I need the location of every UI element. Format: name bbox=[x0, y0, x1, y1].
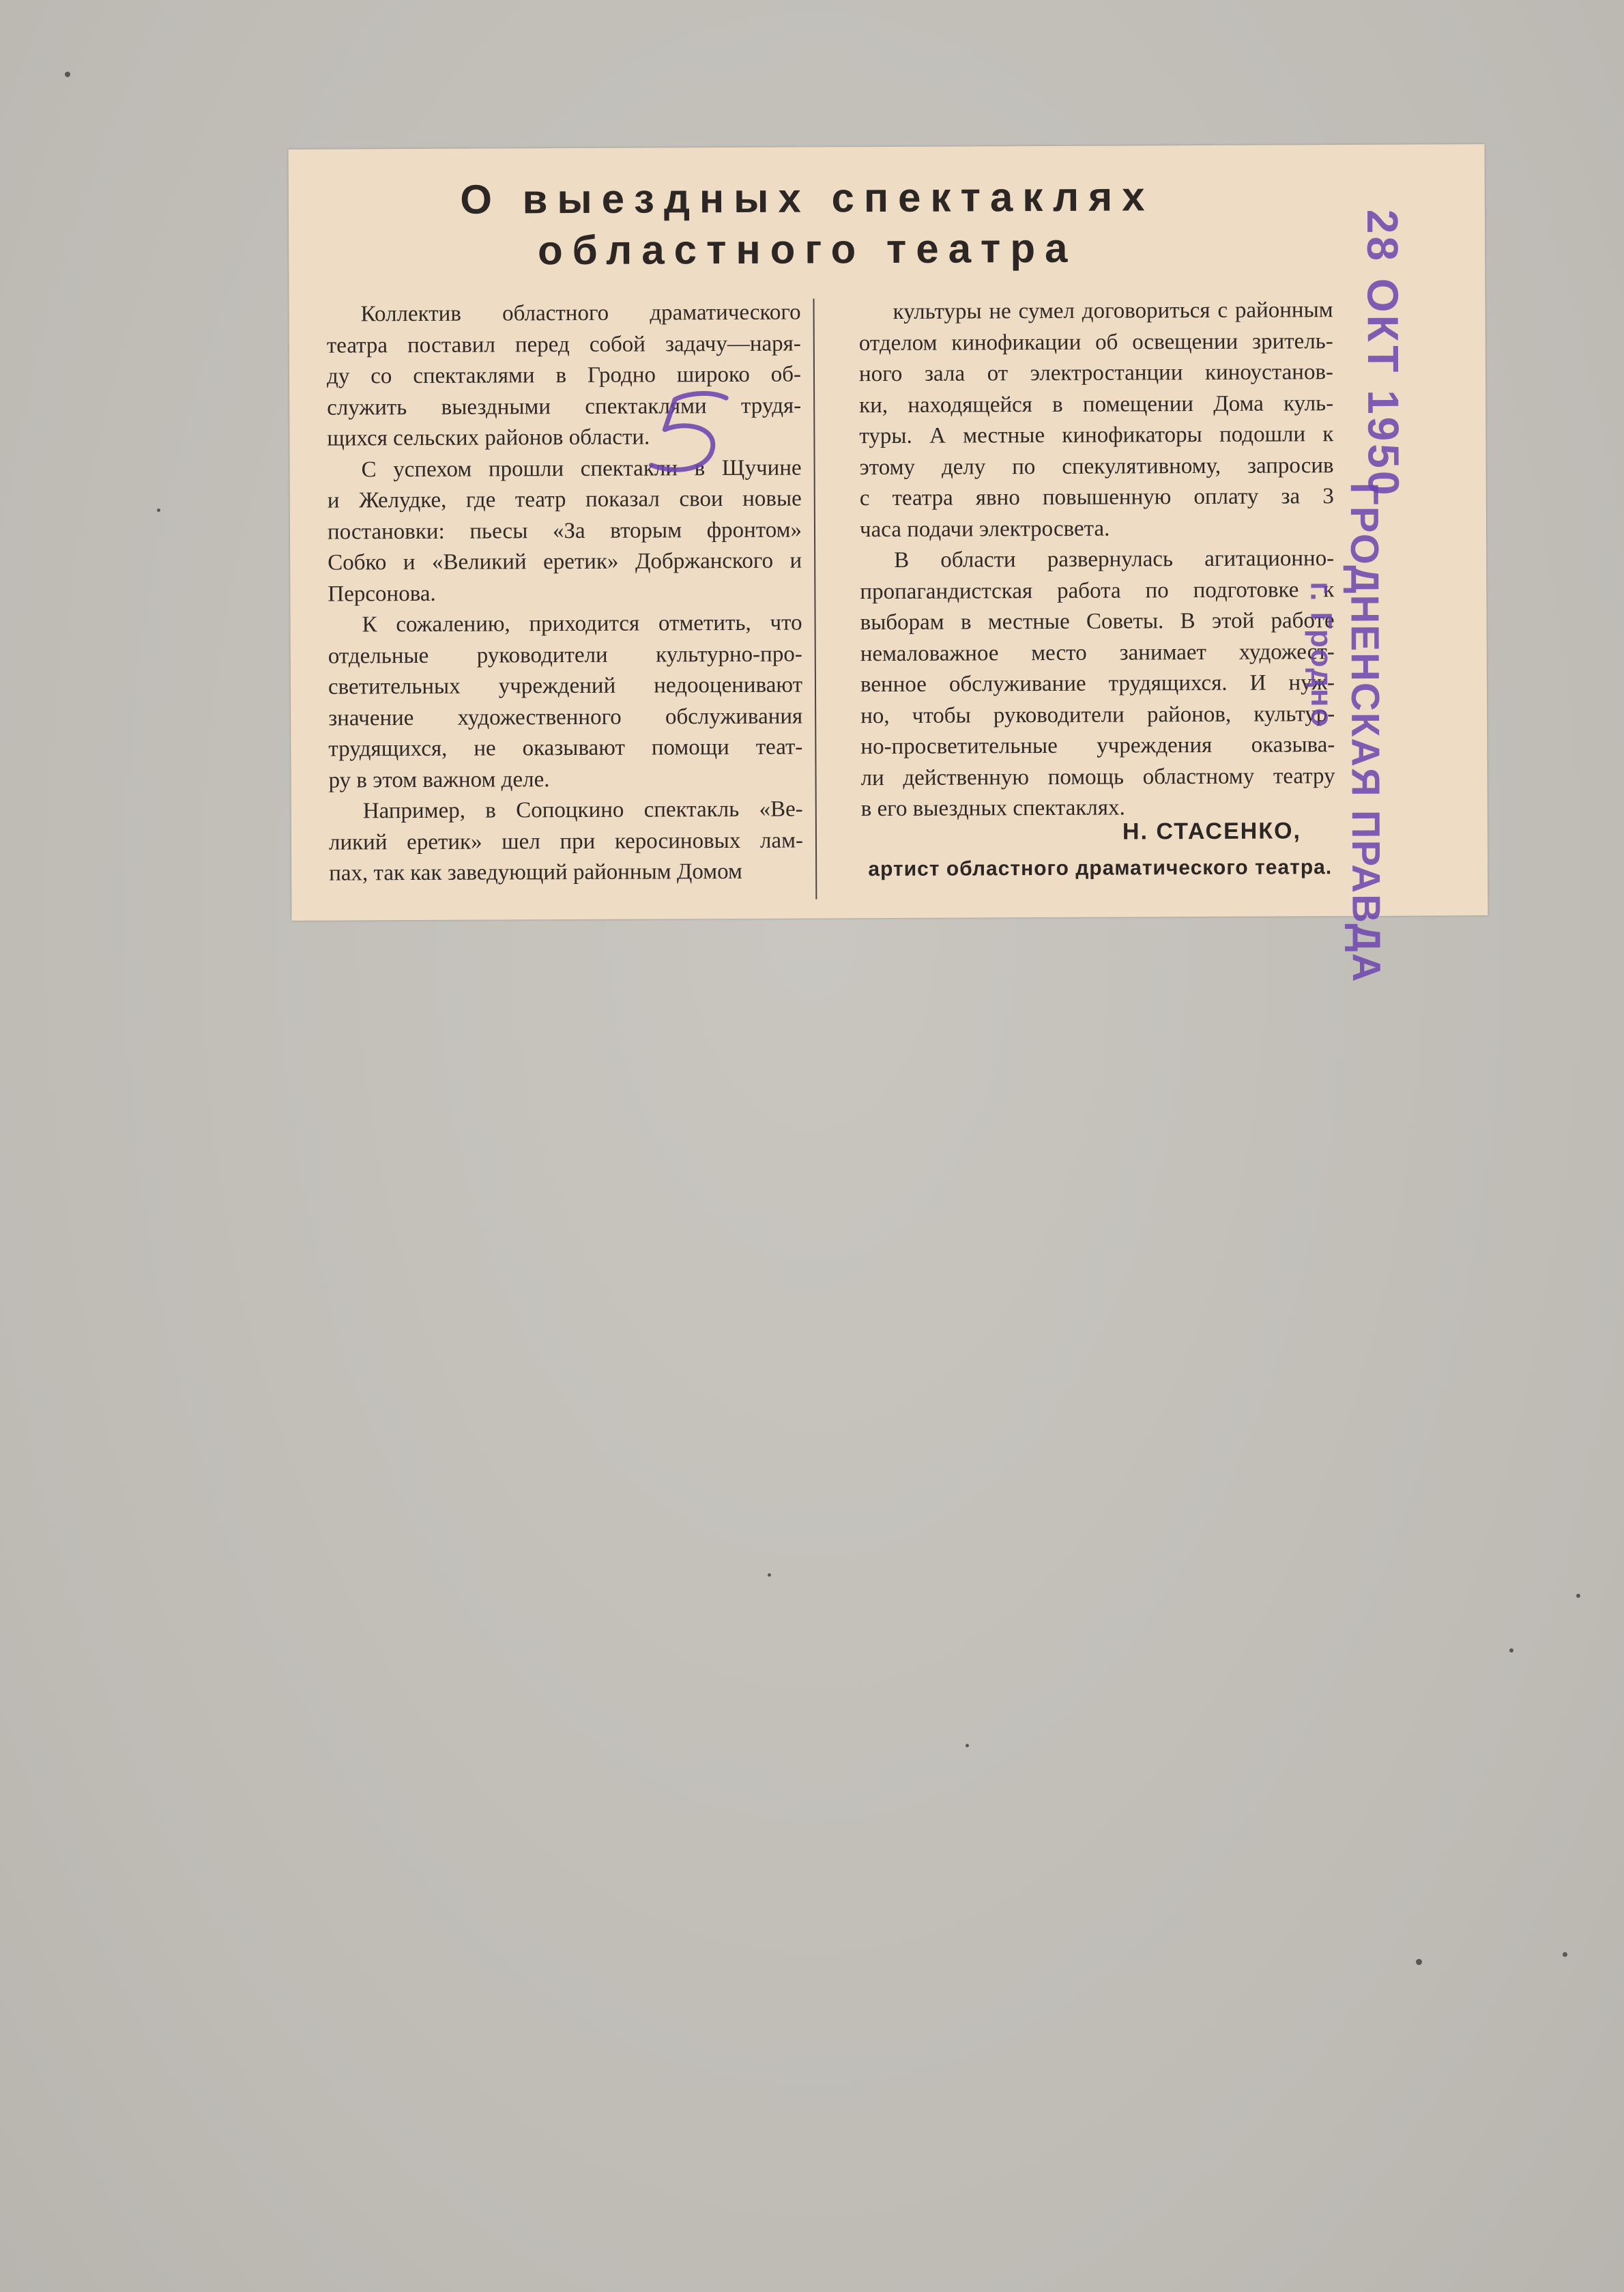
article-line: значение художественного обслуживания bbox=[328, 704, 803, 731]
article-paragraph bbox=[295, 794, 804, 890]
article-column-left bbox=[293, 298, 804, 890]
article-paragraph bbox=[293, 608, 802, 797]
author-role: артист областного драматического театра. bbox=[868, 856, 1333, 881]
board-speck bbox=[966, 1744, 969, 1747]
board-speck bbox=[1563, 1952, 1567, 1957]
article-line: часа подачи электросвета. bbox=[859, 516, 1110, 542]
article-line: щихся сельских районов области. bbox=[327, 425, 650, 451]
article-line: немаловажное место занимает художест- bbox=[860, 639, 1335, 666]
article-line: Собко и «Великий еретик» Добржанского и bbox=[328, 548, 802, 575]
article-line: культуры не сумел договориться с районным bbox=[893, 298, 1333, 324]
byline bbox=[827, 810, 1332, 886]
board-speck bbox=[1509, 1648, 1513, 1652]
article-line: В области развернулась агитационно- bbox=[894, 546, 1335, 573]
article-line: туры. А местные кинофикаторы подошли к bbox=[859, 422, 1334, 449]
headline-line-2: областного театра bbox=[537, 225, 1077, 274]
article-line: служить выездными спектаклями трудя- bbox=[327, 393, 802, 420]
board-speck bbox=[1576, 1594, 1580, 1598]
handwritten-number-mark bbox=[637, 390, 740, 479]
article-line: К сожалению, приходится отметить, что bbox=[362, 610, 802, 638]
article-column-right bbox=[824, 295, 1335, 825]
city-stamp: г. Гродно bbox=[1304, 582, 1339, 728]
article-line: отдельные руководители культурно-про- bbox=[328, 642, 802, 669]
board-speck bbox=[1416, 1959, 1422, 1965]
article-line: ли действенную помощь областному театру bbox=[860, 763, 1335, 790]
article-line: Персонова. bbox=[328, 581, 436, 607]
newspaper-stamp: ГРОДНЕНСКАЯ ПРАВДА bbox=[1342, 482, 1389, 984]
author-name: Н. СТАСЕНКО, bbox=[1122, 818, 1301, 845]
article-line: но, чтобы руководители районов, культур- bbox=[860, 701, 1335, 728]
article-line: С успехом прошли спектакли в Щучине bbox=[361, 455, 802, 482]
article-line: этому делу по спекулятивному, запросив bbox=[859, 453, 1334, 480]
article-line: Коллектив областного драматического bbox=[360, 300, 801, 327]
date-stamp: 28 ОКТ 1950 bbox=[1357, 209, 1408, 498]
board-speck bbox=[157, 508, 160, 512]
headline-line-1: О выездных спектаклях bbox=[460, 173, 1155, 223]
article-line: пропагандистская работа по подготовке к bbox=[860, 577, 1335, 604]
article-line: ликий еретик» шел при керосиновых лам- bbox=[328, 828, 804, 855]
article-line: театра поставил перед собой задачу—наря- bbox=[326, 331, 801, 358]
article-line: ду со спектаклями в Гродно широко об- bbox=[326, 362, 802, 389]
article-line: ру в этом важном деле. bbox=[328, 767, 550, 793]
article-line: венное обслуживание трудящихся. И нуж- bbox=[860, 670, 1335, 698]
article-line: отделом кинофикации об освещении зритель- bbox=[858, 328, 1333, 356]
article-line: выборам в местные Советы. В этой работе bbox=[860, 608, 1335, 635]
article-line: с театра явно повышенную оплату за 3 bbox=[859, 484, 1334, 511]
board-speck bbox=[768, 1573, 771, 1577]
board-speck bbox=[65, 72, 70, 77]
article-line: ки, находящейся в помещении Дома куль- bbox=[859, 390, 1334, 418]
article-line: пах, так как заведующий районным Домом bbox=[329, 859, 742, 886]
article-paragraph bbox=[826, 543, 1335, 825]
article-line: в его выездных спектаклях. bbox=[860, 795, 1125, 822]
article-line: постановки: пьесы «За вторым фронтом» bbox=[327, 517, 802, 545]
article-line: ного зала от электростанции киноустанов- bbox=[858, 360, 1334, 387]
article-paragraph bbox=[824, 295, 1334, 545]
newspaper-clipping bbox=[289, 144, 1488, 984]
column-divider bbox=[813, 298, 817, 899]
article-line: и Желудке, где театр показал свои новые bbox=[327, 486, 802, 513]
article-line: Например, в Сопоцкино спектакль «Ве- bbox=[362, 797, 803, 824]
article-line: светительных учреждений недооценивают bbox=[328, 672, 803, 700]
article-line: трудящихся, не оказывают помощи теат- bbox=[328, 734, 803, 762]
article-line: но-просветительные учреждения оказыва- bbox=[860, 732, 1335, 760]
